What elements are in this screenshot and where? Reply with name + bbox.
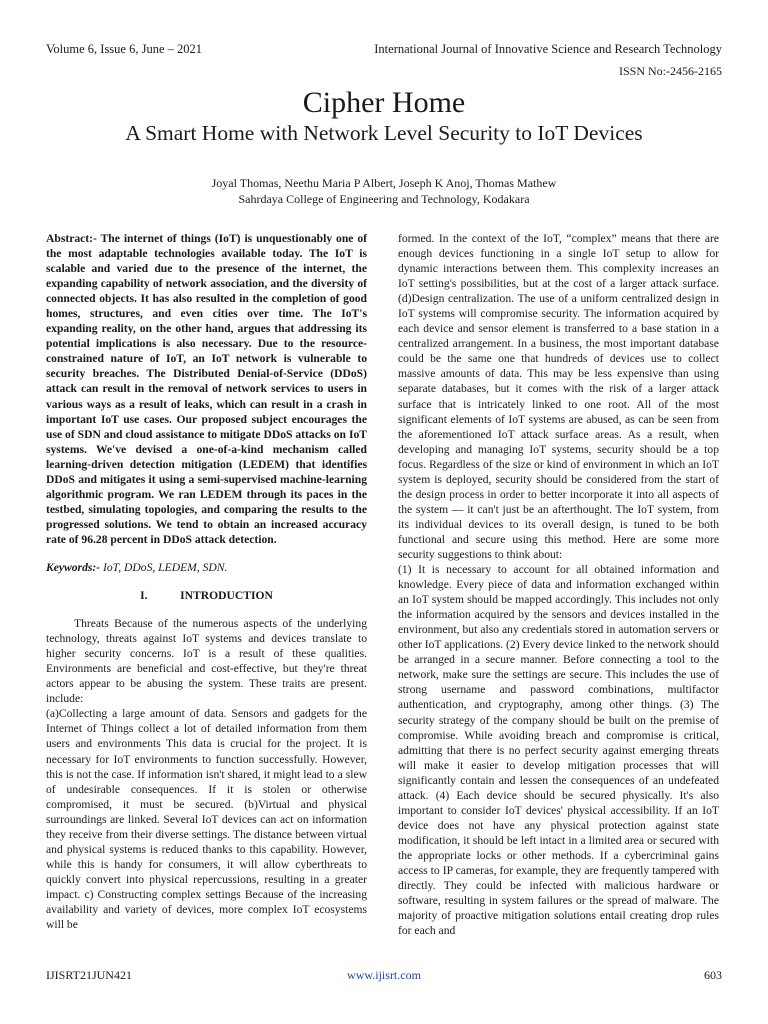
paragraph: Threats Because of the numerous aspects of the underlying technology, threats against IoT systems and devices translate to higher security concerns. IoT is a result of these qualities. Environments are beneficial and cost-effective, but they're threat actors appear to be abusing the system. These traits are present. include: [46,617,367,706]
keywords-text: IoT, DDoS, LEDEM, SDN. [100,560,228,574]
paper-subtitle: A Smart Home with Network Level Security to IoT Devices [125,121,643,145]
paragraph: (1) It is necessary to account for all obtained information and knowledge. Every piece of data and information exchanged within an IoT system should be mapped accordingly. This includes not only the information acquired by the sensors and devices installed in the environment, but also any credentials stored in automation servers or other IoT applications. (2) Every device linked to the network should be arranged in a secure manner. Before connecting a tool to the network, make sure the settings are secure. This includes the use of strong username and password combinations, multifactor authentication, and cryptography, among other things. (3) The security strategy of the company should be built on the premise of compromise. While avoiding breach and compromise is critical, admitting that there is no perfect security against emerging threats will make it easier to develop mitigation processes that will significantly contain and lessen the consequences of an undefeated attack. (4) Each device should be secured physically. It's also important to consider IoT devices' physical accessibility. If an IoT device does not have any physical protection against state modification, it should be left intact in a limited area or secured with the appropriate locks or other methods. If a cybercriminal gains access to IP cameras, for example, they are frequently tampered with directly. They could be infected with malicious hardware or software, resulting in system failures or the spread of malware. The majority of proactive mitigation solutions entail creating drop rules for each and [398,563,719,938]
footer-id: IJISRT21JUN421 [46,968,132,982]
abstract-label: Abstract [46,232,90,245]
abstract [46,231,367,547]
paper-title: Cipher Home [302,86,466,119]
abstract-text: :- The internet of things (IoT) is unquestionably one of the most adaptable technologies available today. The IoT is scalable and varied due to the presence of the internet, the expanding capability of network association, and the diversity of connected objects. It has also resulted in the completion of good homes, structures, and even cities over time. The IoT's expanding reality, on the other hand, argues that addressing its potential implications is also necessary. Due to the resource-constrained nature of IoT, an IoT network is vulnerable to security breaches. The Distributed Denial-of-Service (DDoS) attack can result in the removal of network services to users in various ways as a result of leaks, which can result in a crash in important IoT use cases. Our proposed subject encourages the use of SDN and cloud assistance to mitigate DDoS attacks on IoT systems. We've devised a one-of-a-kind mechanism called learning-driven detection mitigation (LEDEM) that identifies DDoS and mitigates it using a semi-supervised machine-learning algorithmic program. We ran LEDEM through its paces in the testbed, simulating topologies, and comparing the results to the progressed solutions. We tend to obtain an increased accuracy rate of 96.28 percent in DDoS attack detection. [46,232,367,546]
page-number: 603 [704,968,722,982]
section-number: I. [140,589,148,603]
issn: ISSN No:-2456-2165 [618,64,722,78]
keywords-label: Keywords:- [46,560,101,574]
paragraph: formed. In the context of the IoT, “complex” means that there are enough devices functioning in a single IoT setup to allow for dynamic interactions between them. This complexity increases an IoT setting's possibilities, but at the cost of a larger attack surface. (d)Design centralization. The use of a uniform centralized design in IoT systems will compromise security. The information acquired by each device and sensor element is transferred to a base station in a centralized arrangement. In a business, the most important database could be the same one that hundreds of devices use to collect massive amounts of data. This may be less expensive than using separate databases, but it comes with the risk of a larger attack surface that is intricately linked to one root. All of the most significant elements of IoT systems are abused, as can be seen from the aforementioned IoT attack surface areas. As a result, when developing and managing IoT systems, security should be a top focus. Regardless of the size or kind of environment in which an IoT system is deployed, security should be considered from the start of the design process in order to better incorporate it into all aspects of the system — it can't just be an afterthought. The IoT system, from its individual devices to its overall design, is tuned to be both functional and secure using this method. Here are some more security suggestions to think about: [398,232,719,561]
section-title: INTRODUCTION [180,589,273,603]
footer-website-link[interactable]: www.ijisrt.com [347,968,421,982]
author-names: Joyal Thomas, Neethu Maria P Albert, Joseph K Anoj, Thomas Mathew [211,176,557,190]
keywords [46,560,367,575]
affiliation: Sahrdaya College of Engineering and Technology, Kodakara [238,192,530,206]
left-column [46,231,367,932]
author-block [0,175,768,207]
volume-info: Volume 6, Issue 6, June – 2021 [46,42,203,56]
paragraph: (a)Collecting a large amount of data. Sensors and gadgets for the Internet of Things collect a lot of detailed information from them users and environments This data is crucial for the project. It is necessary for IoT environments to function successfully. However, this is not the case. If information isn't shared, it might lead to a slew of undesirable consequences. If it is stolen or otherwise compromised, it must be secured. (b)Virtual and physical surroundings are linked. Several IoT devices can act on information they receive from their diverse settings. The distance between virtual and physical systems is reduced thanks to this capability. However, while this is handy for consumers, it will allow cyberthreats to quickly convert into physical repercussions, resulting in a greater impact. c) Constructing complex settings Because of the increasing availability and variety of devices, more complex IoT ecosystems will be [46,707,367,932]
section-heading [46,588,367,603]
right-column [398,231,719,938]
journal-name: International Journal of Innovative Science and Research Technology [374,42,722,56]
